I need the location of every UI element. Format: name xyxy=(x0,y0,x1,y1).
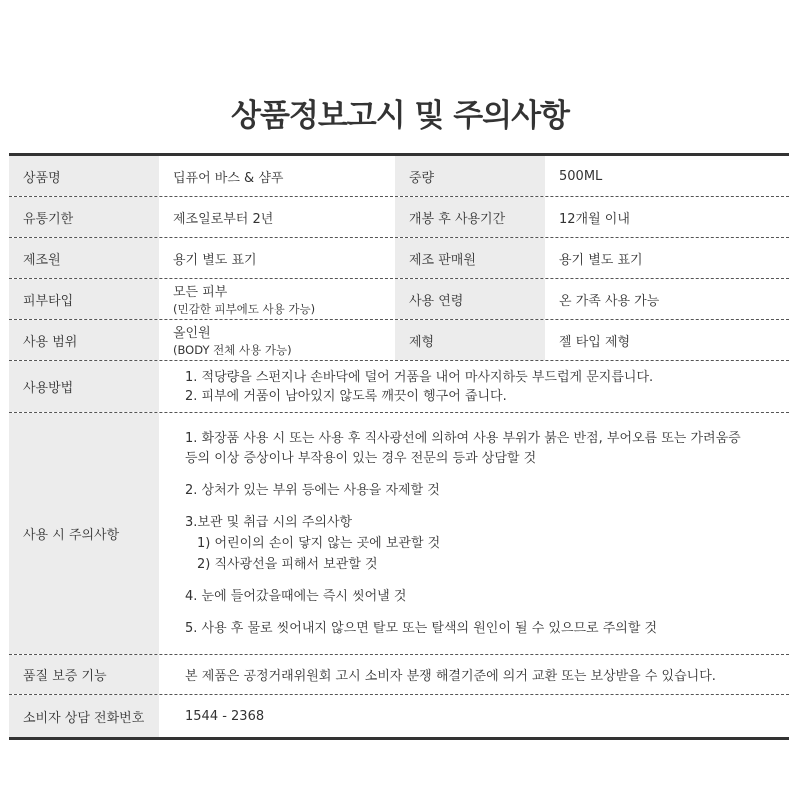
value-main: 올인원 xyxy=(173,326,211,341)
table-row xyxy=(9,279,789,320)
row-value: 본 제품은 공정거래위원회 고시 소비자 분쟁 해결기준에 의거 교환 또는 보상받을 수 있습니다. xyxy=(159,655,789,694)
caution-item: 4. 눈에 들어갔을때에는 즉시 씻어낼 것 xyxy=(185,588,407,604)
row-value: 제조일로부터 2년 xyxy=(159,197,395,237)
row-label: 사용방법 xyxy=(9,361,159,412)
table-row xyxy=(9,238,789,279)
row-label: 제형 xyxy=(395,320,545,360)
caution-item xyxy=(185,513,789,575)
row-label: 품질 보증 기능 xyxy=(9,655,159,694)
product-info-table xyxy=(9,153,789,740)
caution-subline: 1) 어린이의 손이 닿지 않는 곳에 보관할 것 xyxy=(197,535,441,551)
table-row xyxy=(9,156,789,197)
row-label: 사용 연령 xyxy=(395,279,545,319)
caution-line: 3.보관 및 취급 시의 주의사항 xyxy=(185,514,353,530)
caution-item xyxy=(185,429,789,469)
row-value: 500ML xyxy=(545,156,789,196)
row-value: 젤 타입 제형 xyxy=(545,320,789,360)
row-value: 1544 - 2368 xyxy=(159,695,789,737)
row-value: 용기 별도 표기 xyxy=(159,238,395,278)
row-label: 피부타입 xyxy=(9,279,159,319)
table-row xyxy=(9,197,789,238)
row-value xyxy=(159,413,789,654)
row-label: 개봉 후 사용기간 xyxy=(395,197,545,237)
row-label: 사용 범위 xyxy=(9,320,159,360)
row-value: 딥퓨어 바스 & 샴푸 xyxy=(159,156,395,196)
row-label: 소비자 상담 전화번호 xyxy=(9,695,159,737)
value-note: (BODY 전체 사용 가능) xyxy=(173,343,292,357)
page-title: 상품정보고시 및 주의사항 xyxy=(231,98,569,134)
table-row xyxy=(9,361,789,413)
row-label: 제조원 xyxy=(9,238,159,278)
table-row xyxy=(9,320,789,361)
row-value xyxy=(159,279,395,319)
row-label: 사용 시 주의사항 xyxy=(9,413,159,654)
value-main: 모든 피부 xyxy=(173,285,228,300)
row-value xyxy=(159,361,789,412)
direction-line: 2. 피부에 거품이 남아있지 않도록 깨끗이 헹구어 줍니다. xyxy=(185,388,507,404)
caution-line: 등의 이상 증상이나 부작용이 있는 경우 전문의 등과 상담할 것 xyxy=(185,450,537,466)
caution-subline: 2) 직사광선을 피해서 보관할 것 xyxy=(197,556,378,572)
row-label: 중량 xyxy=(395,156,545,196)
table-row xyxy=(9,655,789,695)
row-label: 상품명 xyxy=(9,156,159,196)
row-label: 유통기한 xyxy=(9,197,159,237)
caution-item: 5. 사용 후 물로 씻어내지 않으면 탈모 또는 탈색의 원인이 될 수 있으므로 주의할 것 xyxy=(185,620,658,636)
row-label: 제조 판매원 xyxy=(395,238,545,278)
value-note: (민감한 피부에도 사용 가능) xyxy=(173,302,316,316)
direction-line: 1. 적당량을 스펀지나 손바닥에 덜어 거품을 내어 마사지하듯 부드럽게 문지릅니다. xyxy=(185,369,654,385)
caution-item: 2. 상처가 있는 부위 등에는 사용을 자제할 것 xyxy=(185,482,440,498)
row-value: 온 가족 사용 가능 xyxy=(545,279,789,319)
row-value: 용기 별도 표기 xyxy=(545,238,789,278)
table-row xyxy=(9,413,789,655)
row-value: 12개월 이내 xyxy=(545,197,789,237)
row-value xyxy=(159,320,395,360)
caution-line: 1. 화장품 사용 시 또는 사용 후 직사광선에 의하여 사용 부위가 붉은 반점, 부어오름 또는 가려움증 xyxy=(185,430,741,446)
table-row xyxy=(9,695,789,737)
